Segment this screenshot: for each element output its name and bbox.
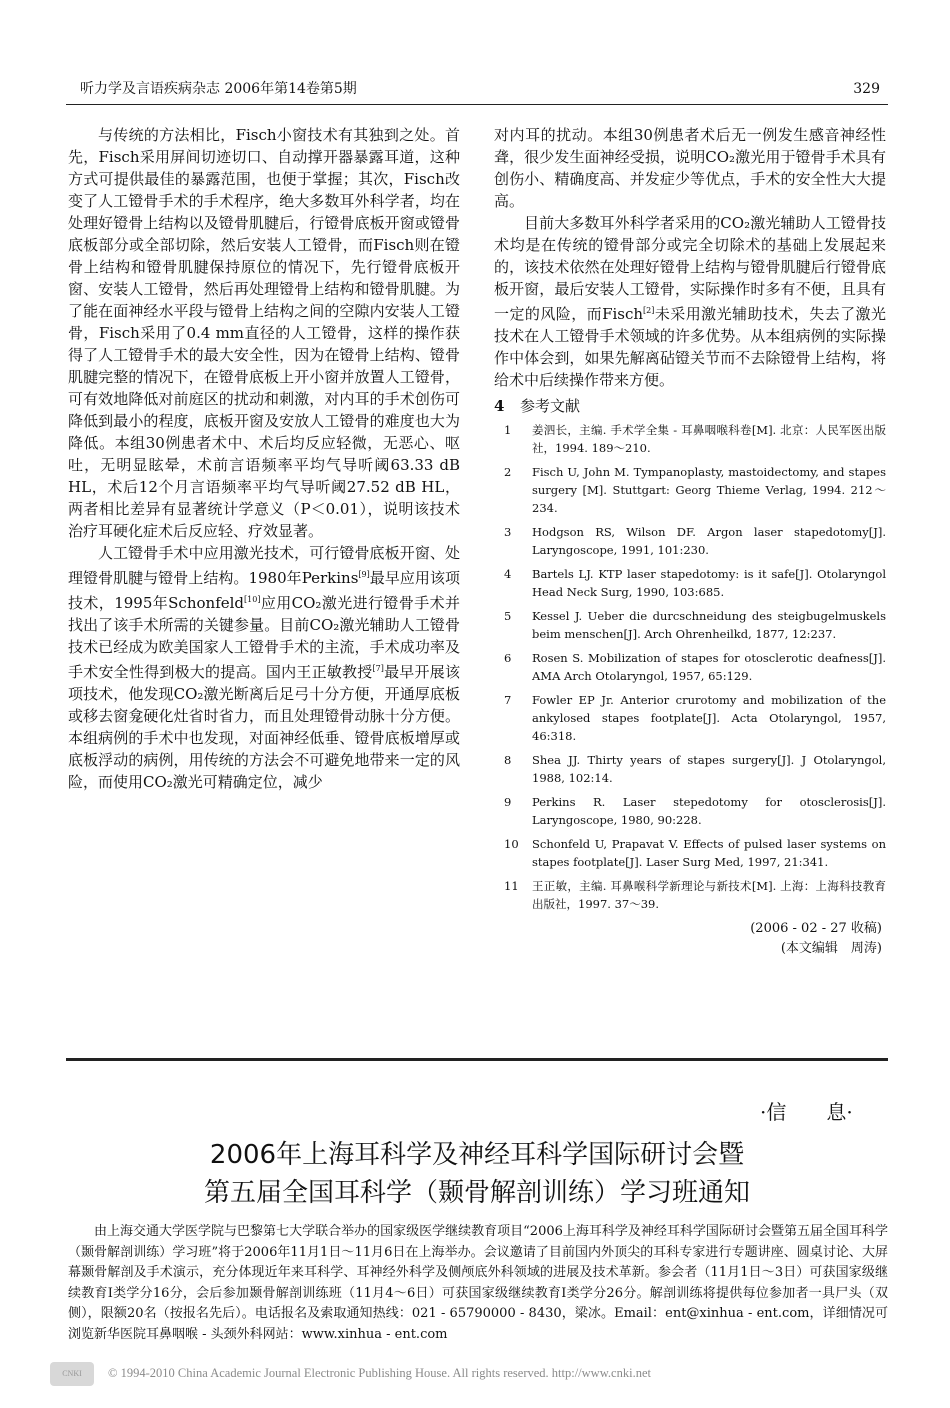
reference-text: 王正敏，主编. 耳鼻喉科学新理论与新技术[M]. 上海：上海科技教育出版社，1997. 37～39. [532, 879, 886, 911]
left-column [68, 124, 460, 793]
body-paragraph: 与传统的方法相比，Fisch小窗技术有其独到之处。首先，Fisch采用屏间切迹切口、自动撑开器暴露耳道，这种方式可提供最佳的暴露范围，也便于掌握；其次，Fisch改变了人工镫骨手术的手术程序，绝大多数耳外科学者，均在处理好镫骨上结构以及镫骨肌腱后，行镫骨底板开窗或镫骨底板部分或全部切除，然后安装人工镫骨，而Fisch则在镫骨上结构和镫骨肌腱保持原位的情况下，先行镫骨底板开窗、安装人工镫骨，然后再处理镫骨上结构和镫骨肌腱。为了能在面神经水平段与镫骨上结构之间的空隙内安装人工镫骨，Fisch采用了0.4 mm直径的人工镫骨，这样的操作获得了人工镫骨手术的最大安全性，因为在镫骨上结构、镫骨肌腱完整的情况下，在镫骨底板上开小窗并放置人工镫骨，可有效地降低对前庭区的扰动和刺激，对内耳的手术创伤可降低到最小的程度，底板开窗及安放人工镫骨的难度也大为降低。本组30例患者术中、术后均反应轻微，无恶心、呕吐，无明显眩晕，术前言语频率平均气导听阈63.33 dB HL，术后12个月言语频率平均气导听阈27.52 dB HL，两者相比差异有显著统计学意义（P＜0.01），说明该技术治疗耳硬化症术后反应轻、疗效显著。 [68, 126, 460, 540]
right-column [494, 124, 886, 959]
text-run: 未采用激光辅助技术，失去了激光技术在人工镫骨手术领域的许多优势。从本组病例的实际操作中体会到，如果先解离砧镫关节而不去除镫骨上结构，将给术中后续操作带来方便。 [494, 305, 886, 389]
text-run: 最早应用该项技术，1995年Schonfeld [68, 569, 460, 612]
text-run: 人工镫骨手术中应用激光技术，可行镫骨底板开窗、处理镫骨肌腱与镫骨上结构。1980年Perkins [68, 544, 460, 587]
text-run: 最早开展该项技术，他发现CO₂激光断离后足弓十分方便，开通厚底板或移去窗龛硬化灶省时省力，而且处理镫骨动脉十分方便。本组病例的手术中也发现，对面神经低垂、镫骨底板增厚或底板浮动的病例，用传统的方法会不可避免地带来一定的风险，而使用CO₂激光可精确定位，减少 [68, 663, 460, 791]
info-tag-right: 息· [826, 1100, 853, 1124]
citation-ref: [7] [372, 664, 384, 673]
notice-title [66, 1136, 888, 1212]
citation-ref: [10] [244, 595, 261, 604]
journal-title: 听力学及言语疾病杂志 2006年第14卷第5期 [80, 81, 357, 97]
copyright-text: © 1994-2010 China Academic Journal Electronic Publishing House. All rights reserved. http://www.cnki.net [108, 1366, 651, 1380]
body-paragraph [494, 212, 886, 391]
received-date: (2006 - 02 - 27 收稿) [750, 921, 882, 936]
reference-text: Schonfeld U, Prapavat V. Effects of pulsed laser systems on stapes footplate[J]. Laser Surg Med, 1997, 21:341. [532, 837, 886, 869]
info-tag-left: ·信 [760, 1100, 787, 1124]
footer [50, 1362, 910, 1390]
section-number: 4 [494, 397, 505, 415]
reference-item [494, 835, 886, 871]
info-tag [760, 1096, 853, 1125]
notice-paragraph: 由上海交通大学医学院与巴黎第七大学联合举办的国家级医学继续教育项目“2006上海耳科学及神经耳科学国际研讨会暨第五届全国耳科学（颞骨解剖训练）学习班”将于2006年11月1日～11月6日在上海举办。会议邀请了目前国内外顶尖的耳科专家进行专题讲座、圆桌讨论、大屏幕颞骨解剖及手术演示，充分体现近年来耳科学、耳神经外科学及侧颅底外科领域的进展及技术革新。参会者（11月1日～3日）可获国家级继续教育I类学分16分，会后参加颞骨解剖训练班（11月4～6日）可获国家级继续教育I类学分26分。解剖训练将提供每位参加者一具尸头（双侧），限额20名（按报名先后）。电话报名及索取通知热线：021 - 65790000 - 8430，梁冰。Email：ent@xinhua - ent.com，详细情况可浏览新华医院耳鼻咽喉 - 头颈外科网站：www.xinhua - ent.com [68, 1224, 888, 1342]
section-title: 参考文献 [520, 397, 581, 415]
reference-item [494, 607, 886, 643]
citation-ref: [2] [643, 306, 655, 315]
section-heading [494, 395, 886, 417]
section-divider [66, 1058, 888, 1061]
reference-number: 7 [504, 693, 512, 707]
reference-item [494, 751, 886, 787]
reference-item [494, 691, 886, 745]
text-run: 应用CO₂激光进行镫骨手术并找出了该手术所需的关键参量。目前CO₂激光辅助人工镫骨技术已经成为欧美国家人工镫骨手术的主流，手术成功率及手术安全性得到极大的提高。国内王正敏教授 [68, 594, 461, 681]
reference-item [494, 793, 886, 829]
notice-title-line: 第五届全国耳科学（颞骨解剖训练）学习班通知 [203, 1178, 750, 1208]
editor-credit: (本文编辑 周涛) [780, 941, 882, 956]
reference-item [494, 877, 886, 913]
reference-number: 2 [504, 465, 512, 479]
reference-number: 8 [504, 753, 512, 767]
reference-item [494, 523, 886, 559]
body-paragraph [68, 542, 460, 793]
reference-text: Rosen S. Mobilization of stapes for otosclerotic deafness[J]. AMA Arch Otolaryngol, 1957, 65:129. [532, 651, 886, 683]
citation-ref: [9] [358, 570, 370, 579]
header-rule [66, 104, 888, 105]
reference-item [494, 463, 886, 517]
reference-text: Fowler EP Jr. Anterior crurotomy and mobilization of the ankylosed stapes footplate[J]. Acta Otolaryngol, 1957, 46:318. [532, 693, 886, 743]
reference-item [494, 565, 886, 601]
reference-text: Perkins R. Laser stepedotomy for otosclerosis[J]. Laryngoscope, 1980, 90:228. [532, 795, 886, 827]
reference-number: 10 [504, 837, 519, 851]
reference-text: Fisch U, John M. Tympanoplasty, mastoidectomy, and stapes surgery [M]. Stuttgart: Georg Thieme Verlag, 1994. 212～234. [532, 465, 886, 515]
running-header [66, 80, 888, 102]
reference-number: 4 [504, 567, 512, 581]
reference-number: 11 [504, 879, 519, 893]
reference-text: Hodgson RS, Wilson DF. Argon laser stapedotomy[J]. Laryngoscope, 1991, 101:230. [532, 525, 886, 557]
text-run: 目前大多数耳外科学者采用的CO₂激光辅助人工镫骨技术均是在传统的镫骨部分或完全切除术的基础上发展起来的，该技术依然在处理好镫骨上结构与镫骨肌腱后行镫骨底板开窗，最后安装人工镫骨，实际操作时多有不便，且具有一定的风险，而Fisch [494, 214, 886, 323]
reference-number: 6 [504, 651, 512, 665]
cnki-logo-icon: CNKI [50, 1362, 94, 1386]
reference-list [494, 421, 886, 913]
notice-title-line: 2006年上海耳科学及神经耳科学国际研讨会暨 [209, 1140, 745, 1170]
reference-number: 1 [504, 423, 512, 437]
reference-number: 3 [504, 525, 512, 539]
reference-text: Bartels LJ. KTP laser stapedotomy: is it safe[J]. Otolaryngol Head Neck Surg, 1990, 103:685. [532, 567, 886, 599]
reference-text: Kessel J. Ueber die durcschneidung des steigbugelmuskels beim menschen[J]. Arch Ohrenheilkd, 1877, 12:237. [532, 609, 886, 641]
notice-body [68, 1222, 888, 1345]
page-number: 329 [853, 81, 880, 97]
body-paragraph: 对内耳的扰动。本组30例患者术后无一例发生感音神经性聋，很少发生面神经受损，说明CO₂激光用于镫骨手术具有创伤小、精确度高、并发症少等优点，手术的安全性大大提高。 [494, 126, 886, 210]
reference-text: Shea JJ. Thirty years of stapes surgery[J]. J Otolaryngol, 1988, 102:14. [532, 753, 886, 785]
reference-item [494, 649, 886, 685]
reference-text: 姜泗长，主编. 手术学全集 - 耳鼻咽喉科卷[M]. 北京：人民军医出版社，1994. 189～210. [532, 423, 886, 455]
reference-number: 9 [504, 795, 512, 809]
reference-number: 5 [504, 609, 512, 623]
reference-item [494, 421, 886, 457]
